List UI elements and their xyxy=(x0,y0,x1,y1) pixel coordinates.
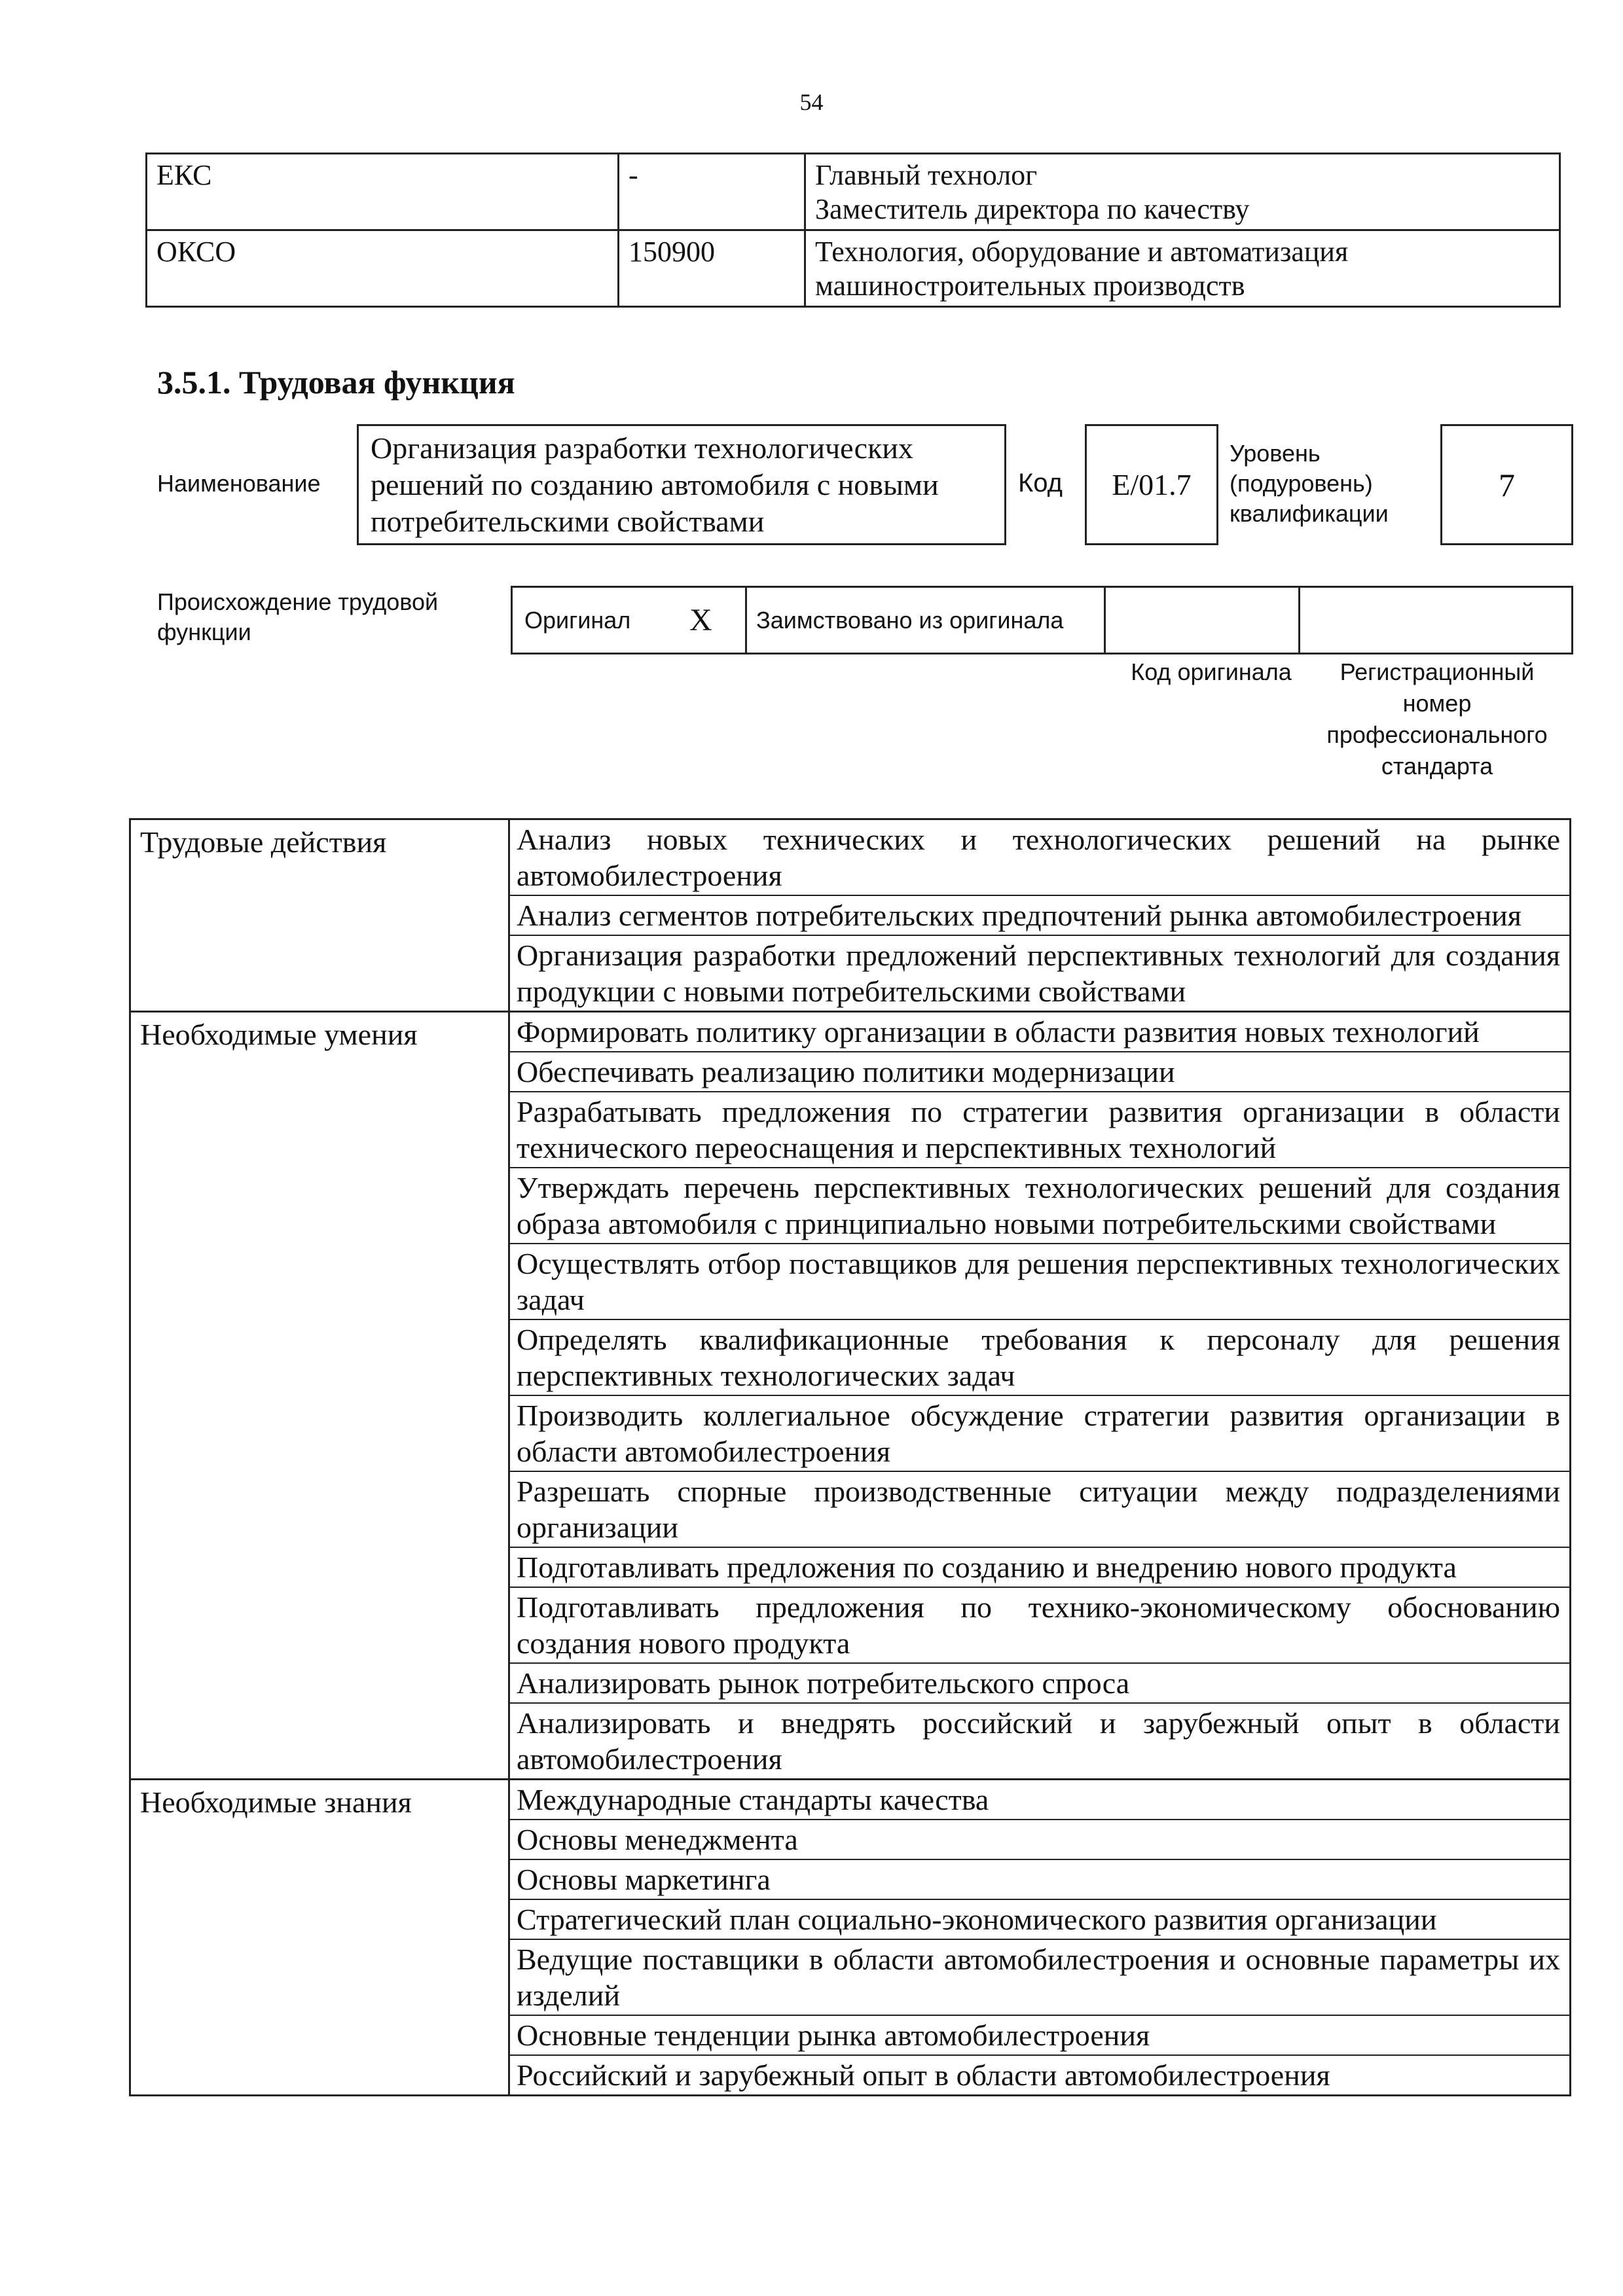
row-items xyxy=(509,819,1571,1012)
code-original-caption: Код оригинала xyxy=(1131,658,1292,685)
list-item: Формировать политику организации в области развития новых технологий xyxy=(510,1013,1569,1052)
labor-function-table xyxy=(129,818,1571,2096)
reference-description xyxy=(805,230,1560,307)
row-items xyxy=(509,1012,1571,1780)
origin-label: Происхождение трудовой функции xyxy=(157,588,439,645)
reference-code: - xyxy=(619,154,805,230)
list-item: Подготавливать предложения по созданию и внедрению нового продукта xyxy=(510,1548,1569,1588)
reference-label: ЕКС xyxy=(147,154,619,230)
borrowed-label: Заимствовано из оригинала xyxy=(756,606,1064,634)
row-heading: Трудовые действия xyxy=(130,819,509,1012)
origin-table xyxy=(511,586,1573,655)
list-item: Обеспечивать реализацию политики модернизации xyxy=(510,1052,1569,1092)
list-item: Основы менеджмента xyxy=(510,1820,1569,1860)
reference-code: 150900 xyxy=(619,230,805,307)
list-item: Анализ сегментов потребительских предпочтений рынка автомобилестроения xyxy=(510,896,1569,936)
list-item: Подготавливать предложения по технико-экономическому обоснованию создания нового продукта xyxy=(510,1588,1569,1664)
list-item: Производить коллегиальное обсуждение стратегии развития организации в области автомобилестроения xyxy=(510,1396,1569,1472)
list-item: Осуществлять отбор поставщиков для решения перспективных технологических задач xyxy=(510,1244,1569,1320)
registration-number-caption: Регистрационный номер профессионального стандарта xyxy=(1326,658,1548,780)
list-item: Российский и зарубежный опыт в области автомобилестроения xyxy=(517,2058,1330,2092)
list-item: Анализировать рынок потребительского спроса xyxy=(510,1664,1569,1704)
list-item: Основы маркетинга xyxy=(510,1860,1569,1900)
list-item: Утверждать перечень перспективных технологических решений для создания образа автомобиля с принципиально новыми потребительскими свойствами xyxy=(510,1168,1569,1244)
list-item: Ведущие поставщики в области автомобилестроения и основные параметры их изделий xyxy=(510,1940,1569,2016)
list-item: Разрешать спорные производственные ситуации между подразделениями организации xyxy=(510,1472,1569,1548)
section-title: 3.5.1. Трудовая функция xyxy=(157,364,515,401)
description-line: машиностроительных производств xyxy=(815,270,1245,302)
row-items xyxy=(509,1780,1571,2096)
list-item: Анализировать и внедрять российский и зарубежный опыт в области автомобилестроения xyxy=(517,1706,1560,1776)
list-item: Стратегический план социально-экономического развития организации xyxy=(510,1900,1569,1940)
code-label: Код xyxy=(1018,469,1063,497)
qualification-reference-table xyxy=(145,152,1561,308)
name-label: Наименование xyxy=(157,470,321,497)
table-row xyxy=(130,1780,1571,2096)
function-code-box: E/01.7 xyxy=(1085,424,1218,545)
list-item: Разрабатывать предложения по стратегии развития организации в области технического переоснащения и перспективных технологий xyxy=(510,1092,1569,1168)
page-number: 54 xyxy=(799,89,824,115)
original-label: Оригинал xyxy=(524,606,631,634)
row-heading: Необходимые знания xyxy=(130,1780,509,2096)
table-row xyxy=(130,819,1571,1012)
level-label: Уровень (подуровень) квалификации xyxy=(1230,440,1389,527)
original-mark: X xyxy=(689,603,712,637)
function-name-box: Организация разработки технологических решений по созданию автомобиля с новыми потребительскими свойствами xyxy=(357,424,1006,545)
table-row xyxy=(147,154,1560,230)
list-item: Международные стандарты качества xyxy=(510,1780,1569,1820)
level-value-box: 7 xyxy=(1440,424,1573,545)
description-line: Заместитель директора по качеству xyxy=(815,193,1250,225)
list-item: Анализ новых технических и технологических решений на рынке автомобилестроения xyxy=(510,820,1569,896)
list-item: Организация разработки предложений перспективных технологий для создания продукции с новыми потребительскими свойствами xyxy=(517,939,1560,1008)
list-item: Основные тенденции рынка автомобилестроения xyxy=(510,2016,1569,2056)
row-heading: Необходимые умения xyxy=(130,1012,509,1780)
table-row xyxy=(147,230,1560,307)
reference-label: ОКСО xyxy=(147,230,619,307)
description-line: Главный технолог xyxy=(815,159,1038,191)
list-item: Определять квалификационные требования к персоналу для решения перспективных технологических задач xyxy=(510,1320,1569,1396)
description-line: Технология, оборудование и автоматизация xyxy=(815,236,1349,268)
table-row xyxy=(130,1012,1571,1780)
reference-description xyxy=(805,154,1560,230)
